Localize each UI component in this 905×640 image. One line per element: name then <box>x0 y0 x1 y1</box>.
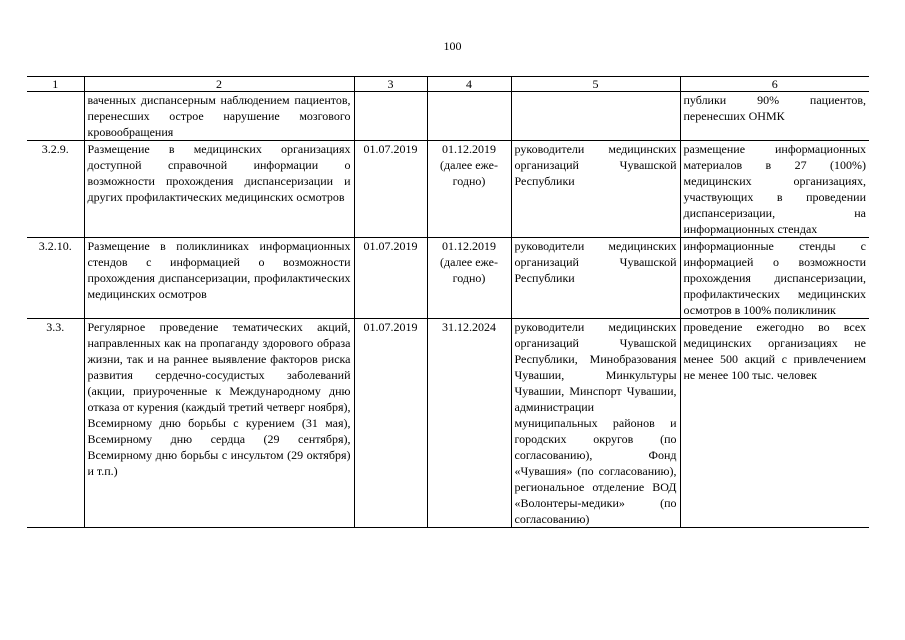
measure-description: ваченных диспансерным наблюдением пациентов, перенесших острое нарушение мозгового кровообращения <box>84 92 354 141</box>
row-number <box>27 92 84 141</box>
row-number: 3.2.10. <box>27 238 84 319</box>
expected-result: публики 90% пациентов, перенесших ОНМК <box>680 92 869 141</box>
column-header-3: 3 <box>354 77 427 92</box>
table-row <box>27 319 869 528</box>
end-date-line: 31.12.2024 <box>442 320 496 334</box>
page-number: 100 <box>443 39 462 53</box>
row-number: 3.3. <box>27 319 84 528</box>
table-row <box>27 141 869 238</box>
start-date: 01.07.2019 <box>354 141 427 238</box>
end-date <box>427 92 511 141</box>
executors: руководители медицинских организаций Чувашской Республики <box>511 141 680 238</box>
measure-description: Размещение в поликлиниках информационных стендов с информацией о возможности прохождения диспансеризации, профилактических медицинских осмотров <box>84 238 354 319</box>
end-date-line: годно) <box>452 271 486 285</box>
end-date-line: 01.12.2019 <box>442 142 496 156</box>
column-number-row <box>27 77 869 92</box>
row-number: 3.2.9. <box>27 141 84 238</box>
expected-result: размещение информационных материалов в 27 (100%) медицинских организациях, участвующих в проведении диспансеризации, на информационных стендах <box>680 141 869 238</box>
expected-result: проведение ежегодно во всех медицинских организациях не менее 500 акций с привлечением не менее 100 тыс. человек <box>680 319 869 528</box>
executors: руководители медицинских организаций Чувашской Республики <box>511 238 680 319</box>
table-row <box>27 238 869 319</box>
executors <box>511 92 680 141</box>
table-row <box>27 92 869 141</box>
end-date-line: годно) <box>452 174 486 188</box>
expected-result: информационные стенды с информацией о возможности прохождения диспансеризации, профилактических медицинских осмотров в 100% поликлиник <box>680 238 869 319</box>
measure-description: Регулярное проведение тематических акций, направленных как на пропаганду здорового образа жизни, так и на раннее выявление факторов риска развития сердечно-сосудистых заболеваний (акции, приуроченные к Международному дню отказа от курения (каждый третий четверг ноября), Всемирному дню борьбы с курением (31 мая), Всемирному дню сердца (29 сентября), Всемирному дню борьбы с инсультом (29 октября) и т.п.) <box>84 319 354 528</box>
column-header-5: 5 <box>511 77 680 92</box>
start-date: 01.07.2019 <box>354 319 427 528</box>
measures-table <box>27 76 869 528</box>
end-date-line: (далее еже- <box>440 255 498 269</box>
end-date <box>427 238 511 319</box>
start-date: 01.07.2019 <box>354 238 427 319</box>
measure-description: Размещение в медицинских организациях доступной справочной информации о возможности прохождения диспансеризации и других профилактических медицинских осмотров <box>84 141 354 238</box>
column-header-6: 6 <box>680 77 869 92</box>
end-date <box>427 319 511 528</box>
column-header-2: 2 <box>84 77 354 92</box>
end-date-line: 01.12.2019 <box>442 239 496 253</box>
column-header-4: 4 <box>427 77 511 92</box>
executors: руководители медицинских организаций Чувашской Республики, Минобразования Чувашии, Минкультуры Чувашии, Минспорт Чувашии, администрации муниципальных районов и городских округов (по согласованию), Фонд «Чувашия» (по согласованию), региональное отделение ВОД «Волонтеры-медики» (по согласованию) <box>511 319 680 528</box>
column-header-1: 1 <box>27 77 84 92</box>
end-date-line: (далее еже- <box>440 158 498 172</box>
end-date <box>427 141 511 238</box>
start-date <box>354 92 427 141</box>
